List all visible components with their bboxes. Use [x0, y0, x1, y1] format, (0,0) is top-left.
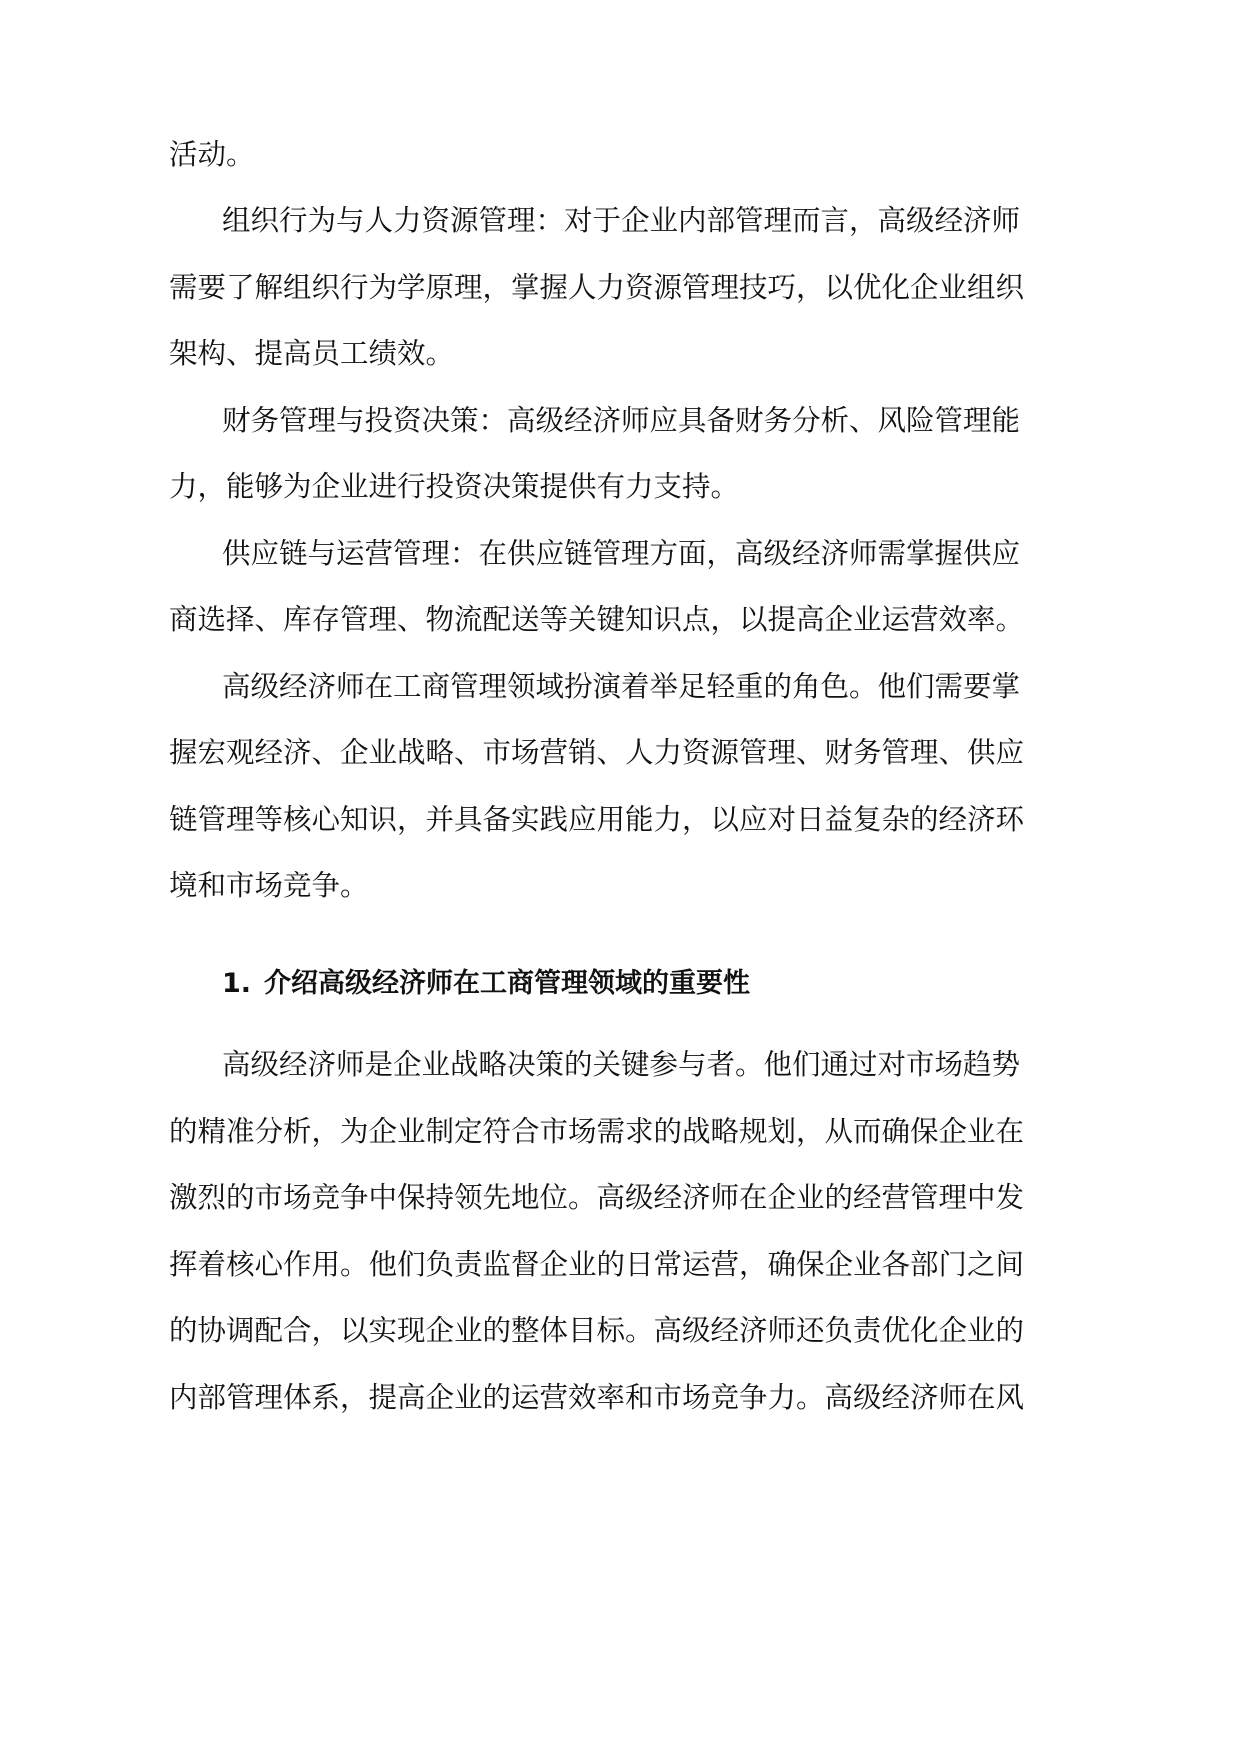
- paragraph-line: 财务管理与投资决策：高级经济师应具备财务分析、风险管理能: [222, 404, 1021, 437]
- paragraph-line: 商选择、库存管理、物流配送等关键知识点，以提高企业运营效率。: [169, 603, 1025, 636]
- paragraph-line: 握宏观经济、企业战略、市场营销、人力资源管理、财务管理、供应: [169, 736, 1025, 769]
- paragraph-line: 组织行为与人力资源管理：对于企业内部管理而言，高级经济师: [222, 204, 1021, 237]
- section-heading-number: 1.: [222, 968, 252, 999]
- paragraph-line: 的精准分析，为企业制定符合市场需求的战略规划，从而确保企业在: [169, 1115, 1025, 1148]
- paragraph-line: 的协调配合，以实现企业的整体目标。高级经济师还负责优化企业的: [169, 1314, 1025, 1347]
- paragraph-line: 高级经济师在工商管理领域扮演着举足轻重的角色。他们需要掌: [222, 670, 1021, 703]
- paragraph-line: 供应链与运营管理：在供应链管理方面，高级经济师需掌握供应: [222, 537, 1021, 570]
- paragraph-line: 高级经济师是企业战略决策的关键参与者。他们通过对市场趋势: [222, 1048, 1021, 1081]
- paragraph-line: 链管理等核心知识，并具备实践应用能力，以应对日益复杂的经济环: [169, 803, 1025, 836]
- section-heading-title: 介绍高级经济师在工商管理领域的重要性: [264, 968, 750, 999]
- paragraph-line: 需要了解组织行为学原理，掌握人力资源管理技巧，以优化企业组织: [169, 271, 1025, 304]
- paragraph-line: 活动。: [169, 138, 255, 171]
- paragraph-line: 挥着核心作用。他们负责监督企业的日常运营，确保企业各部门之间: [169, 1248, 1025, 1281]
- paragraph-line: 境和市场竞争。: [169, 869, 369, 902]
- paragraph-line: 激烈的市场竞争中保持领先地位。高级经济师在企业的经营管理中发: [169, 1181, 1025, 1214]
- paragraph-line: 内部管理体系，提高企业的运营效率和市场竞争力。高级经济师在风: [169, 1381, 1025, 1414]
- paragraph-line: 力，能够为企业进行投资决策提供有力支持。: [169, 470, 740, 503]
- section-heading: [222, 966, 1092, 1002]
- paragraph-line: 架构、提高员工绩效。: [169, 337, 455, 370]
